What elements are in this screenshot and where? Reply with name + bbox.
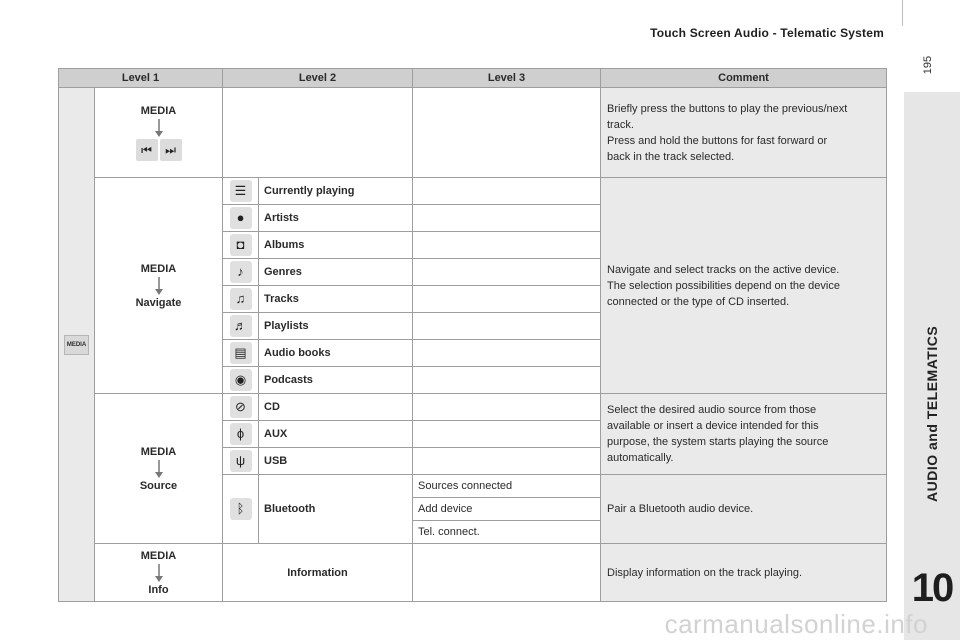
comment-line: Press and hold the buttons for fast forward or xyxy=(607,134,828,147)
menu-item-label: Artists xyxy=(259,205,413,232)
comment-line: The selection possibilities depend on the device xyxy=(607,279,840,292)
list-icon: ☰ xyxy=(230,180,252,202)
level3-item: Sources connected xyxy=(413,475,601,498)
list-icon-cell xyxy=(223,178,259,205)
menu-item-label: Albums xyxy=(259,232,413,259)
chapter-number: 10 xyxy=(911,566,953,610)
menu-item-label: Tracks xyxy=(259,286,413,313)
note-icon: ♫ xyxy=(230,288,252,310)
comment-cell xyxy=(601,88,887,178)
comment-line: Briefly press the buttons to play the previous/next xyxy=(607,102,848,115)
album-icon-cell xyxy=(223,232,259,259)
table-header-row xyxy=(59,69,887,88)
usb-icon: ψ xyxy=(230,450,252,472)
comment-line: back in the track selected. xyxy=(607,150,735,163)
comment-cell xyxy=(601,178,887,394)
level3-cell xyxy=(413,367,601,394)
comment-line: Select the desired audio source from those xyxy=(607,404,817,416)
comment-line: track. xyxy=(607,118,634,131)
note-icon-cell xyxy=(223,286,259,313)
aux-icon: ϕ xyxy=(230,423,252,445)
media-label: MEDIA xyxy=(140,549,177,562)
level3-cell xyxy=(413,259,601,286)
column-header: Level 2 xyxy=(223,69,413,88)
bluetooth-icon-cell xyxy=(223,475,259,544)
column-header: Level 3 xyxy=(413,69,601,88)
navigate-label: Navigate xyxy=(135,296,182,309)
level3-cell xyxy=(413,544,601,602)
navigate-cell xyxy=(95,178,223,394)
comment-cell: Display information on the track playing. xyxy=(601,544,887,602)
page-number: 195 xyxy=(922,55,934,75)
cd-icon: ⊘ xyxy=(230,396,252,418)
media-label: MEDIA xyxy=(140,104,177,117)
menu-table xyxy=(58,68,887,602)
down-arrow-icon xyxy=(153,119,165,137)
comment-cell xyxy=(601,394,887,475)
media-label: MEDIA xyxy=(140,445,177,458)
comment-line: connected or the type of CD inserted. xyxy=(607,295,790,308)
album-icon: ◘ xyxy=(230,234,252,256)
comment-line: Navigate and select tracks on the active device. xyxy=(607,263,840,276)
page-header-title: Touch Screen Audio - Telematic System xyxy=(650,26,884,40)
podcast-icon-cell xyxy=(223,367,259,394)
info-cell xyxy=(95,544,223,602)
level3-cell xyxy=(413,88,601,178)
menu-item-label: Bluetooth xyxy=(259,475,413,544)
playlist-icon-cell xyxy=(223,313,259,340)
next-track-icon: ⏭ xyxy=(160,139,182,161)
level3-cell xyxy=(413,178,601,205)
source-label: Source xyxy=(139,479,178,492)
book-icon-cell xyxy=(223,340,259,367)
cd-icon-cell xyxy=(223,394,259,421)
usb-icon-cell xyxy=(223,448,259,475)
section-title: AUDIO and TELEMATICS xyxy=(924,325,940,502)
watermark: carmanualsonline.info xyxy=(664,609,928,639)
previous-track-icon: ⏮ xyxy=(136,139,158,161)
level3-cell xyxy=(413,394,601,421)
menu-item-label: Currently playing xyxy=(259,178,413,205)
header-divider xyxy=(902,0,903,26)
table-row xyxy=(59,178,887,205)
playlist-icon: ♬ xyxy=(230,315,252,337)
menu-item-label: Information xyxy=(223,544,413,602)
level3-cell xyxy=(413,448,601,475)
level1-cell xyxy=(59,88,95,602)
comment-line: automatically. xyxy=(607,452,674,464)
podcast-icon: ◉ xyxy=(230,369,252,391)
comment-cell: Pair a Bluetooth audio device. xyxy=(601,475,887,544)
column-header: Comment xyxy=(601,69,887,88)
menu-item-label: Genres xyxy=(259,259,413,286)
level2-cell xyxy=(223,88,413,178)
comment-line: purpose, the system starts playing the source xyxy=(607,436,829,448)
guitar-icon: ♪ xyxy=(230,261,252,283)
level3-item: Tel. connect. xyxy=(413,521,601,544)
menu-item-label: Audio books xyxy=(259,340,413,367)
menu-item-label: Playlists xyxy=(259,313,413,340)
table-row xyxy=(59,394,887,421)
menu-item-label: Podcasts xyxy=(259,367,413,394)
bluetooth-icon: ᛒ xyxy=(230,498,252,520)
down-arrow-icon xyxy=(153,277,165,295)
menu-item-label: USB xyxy=(259,448,413,475)
guitar-icon-cell xyxy=(223,259,259,286)
level3-cell xyxy=(413,286,601,313)
source-cell xyxy=(95,394,223,544)
person-icon: ● xyxy=(230,207,252,229)
down-arrow-icon xyxy=(153,564,165,582)
aux-icon-cell xyxy=(223,421,259,448)
down-arrow-icon xyxy=(153,460,165,478)
menu-item-label: AUX xyxy=(259,421,413,448)
level1-track-cell xyxy=(95,88,223,178)
person-icon-cell xyxy=(223,205,259,232)
table-row xyxy=(59,544,887,602)
column-header: Level 1 xyxy=(59,69,223,88)
level3-cell xyxy=(413,232,601,259)
level3-cell xyxy=(413,205,601,232)
level3-cell xyxy=(413,313,601,340)
comment-line: available or insert a device intended for this xyxy=(607,420,819,432)
media-label: MEDIA xyxy=(140,262,177,275)
menu-item-label: CD xyxy=(259,394,413,421)
media-button-badge: MEDIA xyxy=(64,335,89,355)
level3-item: Add device xyxy=(413,498,601,521)
level3-cell xyxy=(413,421,601,448)
book-icon: ▤ xyxy=(230,342,252,364)
level3-cell xyxy=(413,340,601,367)
table-row xyxy=(59,88,887,178)
info-label: Info xyxy=(148,583,169,596)
